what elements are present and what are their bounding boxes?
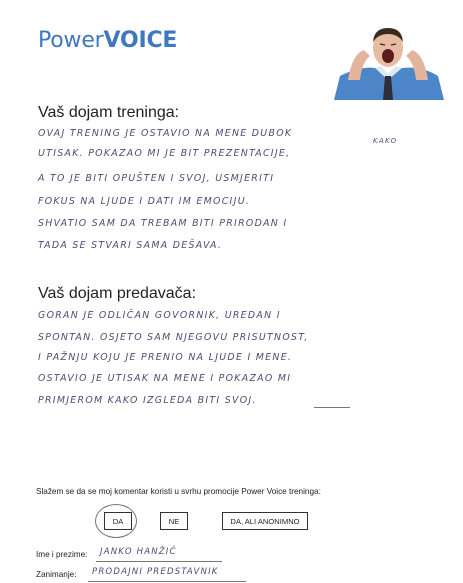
answer-line: I PAŽNJU KOJU JE PRENIO NA LJUDE I MENE. bbox=[38, 352, 293, 363]
occupation-label: Zanimanje: bbox=[36, 570, 77, 579]
name-field-underline bbox=[96, 561, 222, 562]
option-yes-label: DA bbox=[112, 516, 124, 526]
answer-line: PRIMJEROM KAKO IZGLEDA BITI SVOJ. bbox=[38, 395, 257, 406]
answer-line: A TO JE BITI OPUŠTEN I SVOJ, USMJERITI bbox=[38, 173, 275, 184]
answer-line: SHVATIO SAM DA TREBAM BITI PRIRODAN I bbox=[38, 218, 288, 229]
occupation-field-underline bbox=[88, 581, 246, 582]
answer-line: OSTAVIO JE UTISAK NA MENE I POKAZAO MI bbox=[38, 373, 292, 384]
answer-line: GORAN JE ODLIČAN GOVORNIK, UREDAN I bbox=[38, 310, 281, 321]
answer-line: SPONTAN. OSJETO SAM NJEGOVU PRISUTNOST, bbox=[38, 332, 309, 343]
answer-line: OVAJ TRENING JE OSTAVIO NA MENE DUBOK bbox=[38, 128, 293, 139]
occupation-field[interactable]: PRODAJNI PREDSTAVNIK bbox=[92, 567, 219, 577]
consent-statement: Slažem se da se moj komentar koristi u svrhu promocije Power Voice treninga: bbox=[36, 487, 321, 496]
name-label: Ime i prezime: bbox=[36, 550, 88, 559]
logo-part-power: Power bbox=[38, 28, 104, 53]
answer-line: TADA SE STVARI SAMA DEŠAVA. bbox=[38, 240, 223, 251]
word-underline bbox=[314, 407, 350, 408]
answer-line: FOKUS NA LJUDE I DATI IM EMOCIJU. bbox=[38, 196, 251, 207]
training-impression-heading: Vaš dojam treninga: bbox=[38, 104, 180, 121]
option-anonymous-label: DA, ALI ANONIMNO bbox=[230, 516, 300, 526]
inserted-word: KAKO bbox=[373, 137, 398, 145]
option-anonymous-checkbox[interactable] bbox=[222, 512, 308, 530]
shouting-man-photo bbox=[330, 24, 446, 100]
name-field[interactable]: JANKO HANŽIĆ bbox=[100, 547, 177, 557]
answer-line: UTISAK. POKAZAO MI JE BIT PREZENTACIJE, bbox=[38, 148, 291, 159]
option-no-checkbox[interactable] bbox=[160, 512, 188, 530]
powervoice-logo bbox=[38, 28, 177, 53]
option-yes-checkbox[interactable] bbox=[104, 512, 132, 530]
option-no-label: NE bbox=[168, 516, 180, 526]
trainer-impression-heading: Vaš dojam predavača: bbox=[38, 285, 197, 302]
logo-part-voice: VOICE bbox=[103, 28, 178, 53]
